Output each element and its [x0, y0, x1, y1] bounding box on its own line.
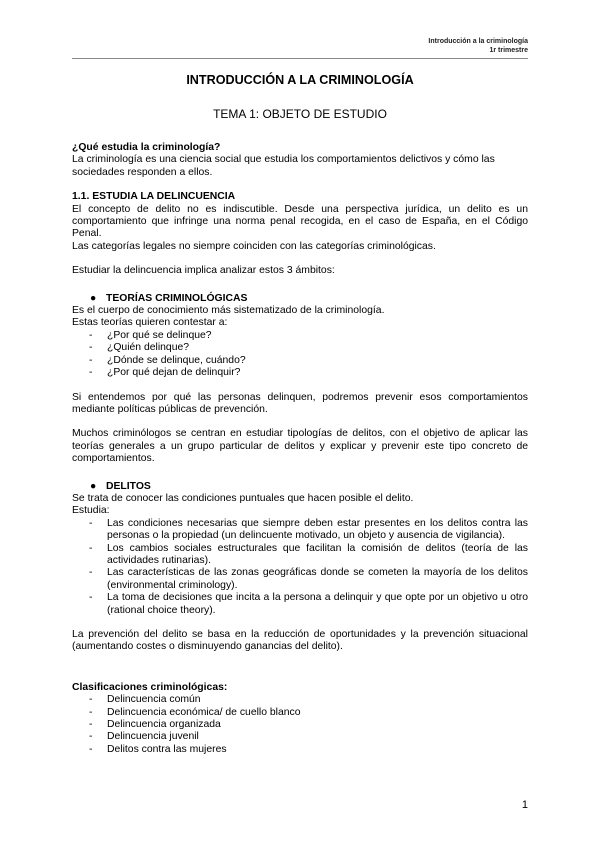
header-course: Introducción a la criminología	[428, 38, 528, 45]
section-paragraph: Las categorías legales no siempre coinciden con las categorías criminológicas.	[72, 240, 436, 252]
running-header	[428, 37, 528, 55]
list-item: - ¿Quién delinque?	[89, 342, 190, 354]
bullet-icon: ●	[90, 292, 97, 304]
section-paragraph: Estudiar la delincuencia implica analizar estos 3 ámbitos:	[72, 265, 335, 277]
intro-answer: La criminología es una ciencia social que estudia los comportamientos delictivos y cómo las sociedades responden a ellos.	[72, 154, 495, 178]
delitos-list	[72, 518, 528, 617]
header-term: 1r trimestre	[489, 47, 528, 54]
teorias-paragraph: Es el cuerpo de conocimiento más sistematizado de la criminología.	[72, 305, 385, 317]
page-number: 1	[521, 799, 528, 811]
list-item: - La toma de decisiones que incita a la persona a delinquir y que opte por un objetivo u otro (rational choice theory).	[89, 592, 528, 616]
bullet-icon: ●	[90, 480, 97, 492]
document-subtitle: TEMA 1: OBJETO DE ESTUDIO	[213, 107, 387, 121]
question-list	[72, 330, 528, 380]
list-item: - Delincuencia común	[89, 694, 201, 706]
teorias-heading-text: TEORÍAS CRIMINOLÓGICAS	[106, 292, 248, 304]
list-item: - Delincuencia organizada	[89, 719, 221, 731]
delitos-paragraph: Estudia:	[72, 505, 110, 517]
section-heading: 1.1. ESTUDIA LA DELINCUENCIA	[72, 191, 236, 203]
list-item: - ¿Dónde se delinque, cuándo?	[89, 354, 246, 366]
delitos-paragraph: La prevención del delito se basa en la reducción de oportunidades y la prevención situacional (aumentando costes o disminuyendo ganancias del delito).	[72, 629, 528, 653]
delitos-paragraph: Se trata de conocer las condiciones puntuales que hacen posible el delito.	[72, 492, 414, 504]
teorias-paragraph: Muchos criminólogos se centran en estudiar tipologías de delitos, con el objetivo de aplicar las teorías generales a un grupo particular de delitos y explicar y prevenir este tipo concreto de comportamientos.	[72, 428, 528, 465]
teorias-heading	[72, 293, 528, 305]
clasificaciones-list	[72, 694, 528, 756]
list-item: - Las condiciones necesarias que siempre deben estar presentes en los delitos contra las personas o la propiedad (un delincuente motivado, un objeto y ausencia de vigilancia).	[89, 517, 528, 542]
list-item: - ¿Por qué se delinque?	[89, 329, 212, 341]
list-item: - Delincuencia económica/ de cuello blanco	[89, 706, 301, 718]
delitos-heading-text: DELITOS	[106, 480, 151, 492]
list-item: - Delitos contra las mujeres	[89, 743, 227, 755]
document-title: INTRODUCCIÓN A LA CRIMINOLOGÍA	[186, 73, 414, 87]
list-item: - Los cambios sociales estructurales que facilitan la comisión de delitos (teoría de las actividades rutinarias).	[89, 542, 528, 566]
delitos-heading	[72, 481, 528, 493]
intro-question: ¿Qué estudia la criminología?	[72, 142, 221, 153]
list-item: - Delincuencia juvenil	[89, 731, 199, 743]
list-item: - ¿Por qué dejan de delinquir?	[89, 367, 241, 379]
list-item: - Las características de las zonas geográficas donde se cometen la mayoría de los delitos (environmental criminology).	[89, 567, 528, 591]
section-paragraph: El concepto de delito no es indiscutible. Desde una perspectiva jurídica, un delito es un comportamiento que infringe una norma penal recogida, en el caso de España, en el Código Penal.	[72, 203, 528, 240]
teorias-paragraph: Estas teorías quieren contestar a:	[72, 317, 228, 329]
clasificaciones-heading: Clasificaciones criminológicas:	[72, 681, 228, 693]
teorias-paragraph: Si entendemos por qué las personas delinquen, podremos prevenir esos comportamientos mediante políticas públicas de prevención.	[72, 391, 528, 415]
document-body	[72, 72, 528, 756]
header-divider	[72, 58, 528, 59]
